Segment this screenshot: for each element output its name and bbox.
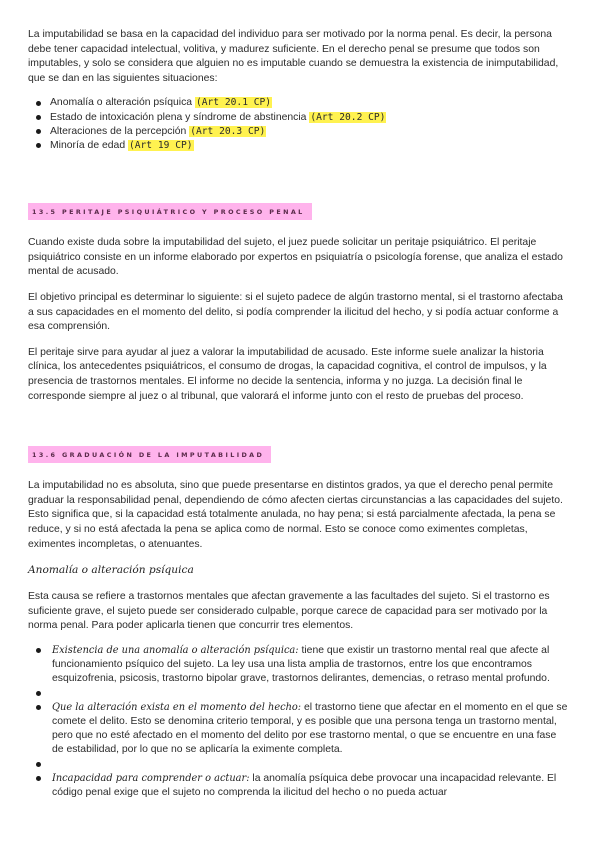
bullet-icon: [36, 705, 41, 710]
bullet-icon: [36, 101, 41, 106]
document-page: [28, 18, 570, 800]
list-item: [36, 757, 570, 771]
bullet-icon: [36, 129, 41, 134]
list-item-text: Alteraciones de la percepción: [50, 125, 190, 137]
list-item-term: Existencia de una anomalía o alteración psíquica:: [52, 644, 299, 656]
section-paragraph: Esta causa se refiere a trastornos mentales que afectan gravemente a las facultades del sujeto. Si el trastorno es suficiente grave, el sujeto puede ser considerado culpable, porque carece de capacidad para ser motivado por la norma penal. Para poder aplicarla tienen que concurrir tres elementos.: [28, 591, 550, 632]
list-item-text: Minoría de edad: [50, 139, 128, 151]
list-item-text: el trastorno tiene que afectar en el momento en el que se comete el delito. Esto se denomina criterio temporal, y es posible que una persona tenga un trastorno mental, pero que no esté afectado en el momento del delito por ese trastorno mental, o que se encuentre en una fase de estabilidad, por lo que no se aplicaría la eximente completa.: [52, 701, 568, 756]
article-reference: (Art 20.1 CP): [195, 97, 272, 109]
list-item: [36, 644, 570, 687]
article-reference: (Art 20.3 CP): [190, 125, 266, 137]
inimputability-list: [36, 96, 570, 153]
bullet-icon: [36, 691, 41, 696]
section-paragraph: Cuando existe duda sobre la imputabilidad del sujeto, el juez puede solicitar un peritaje psiquiátrico. El peritaje psiquiátrico consiste en un informe elaborado por expertos en psiquiatría o psicología forense, que analiza el estado mental de acusado.: [28, 237, 563, 278]
section-heading: 13.6 GRADUACIÓN DE LA IMPUTABILIDAD: [28, 446, 271, 463]
list-item: [36, 772, 570, 800]
section-paragraph: El peritaje sirve para ayudar al juez a valorar la imputabilidad de acusado. Este informe suele analizar la historia clínica, los antecedentes psiquiátricos, el consumo de drogas, la capacidad cognitiva, el control de impulsos, y la presencia de trastornos mentales. El informe no decide la sentencia, informa y no juzga. La decisión final le corresponde siempre al juez o al tribunal, que valorará el informe junto con el resto de pruebas del proceso.: [28, 346, 547, 402]
list-item: [36, 139, 570, 153]
list-item: [36, 701, 570, 758]
list-item-term: Incapacidad para comprender o actuar:: [52, 772, 250, 784]
article-reference: (Art 20.2 CP): [310, 111, 386, 123]
subheading: Anomalía o alteración psíquica: [28, 564, 194, 577]
article-reference: (Art 19 CP): [128, 139, 193, 151]
section-paragraph: El objetivo principal es determinar lo siguiente: si el sujeto padece de algún trastorno mental, si el trastorno afectaba a sus capacidades en el momento del delito, si podía comprender la ilicitud del hecho, y si podía actuar conforme a esa comprensión.: [28, 291, 563, 333]
elements-list: [36, 644, 570, 800]
list-item-text: Anomalía o alteración psíquica: [50, 97, 195, 109]
bullet-icon: [36, 115, 41, 120]
bullet-icon: [36, 762, 41, 767]
list-item: [36, 686, 570, 700]
section-heading: 13.5 PERITAJE PSIQUIÁTRICO Y PROCESO PENAL: [28, 203, 312, 220]
list-item-term: Que la alteración exista en el momento del hecho:: [52, 701, 302, 713]
list-item: [36, 96, 570, 110]
list-item-text: Estado de intoxicación plena y síndrome de abstinencia: [50, 111, 310, 123]
list-item: [36, 125, 570, 139]
bullet-icon: [36, 776, 41, 781]
list-item: [36, 111, 570, 125]
list-item-text: la anomalía psíquica debe provocar una incapacidad relevante. El código penal exige que el sujeto no comprenda la ilicitud del hecho o no pueda actuar: [52, 772, 557, 798]
bullet-icon: [36, 648, 41, 653]
bullet-icon: [36, 143, 41, 148]
list-item-text: tiene que existir un trastorno mental real que afecte al funcionamiento psíquico del sujeto. La ley usa una lista amplia de trastornos, entre los que encontramos esquizofrenia, psicosis, trastorno bipolar grave, trastornos delirantes, demencias, o retraso mental profundo.: [52, 644, 550, 685]
intro-paragraph: La imputabilidad se basa en la capacidad del individuo para ser motivado por la norma penal. Es decir, la persona debe tener capacidad intelectual, volitiva, y madurez suficiente. En el derecho penal se presume que todos son imputables, y solo se considera que alguien no es imputable cuando se demuestra la existencia de inimputabilidad, que se dan en las siguientes situaciones:: [28, 29, 559, 84]
section-paragraph: La imputabilidad no es absoluta, sino que puede presentarse en distintos grados, ya que el derecho penal permite graduar la responsabilidad penal, dependiendo de cómo afecten ciertas circunstancias a las capacidades del sujeto. Esto significa que, si la capacidad está totalmente anulada, no hay pena; si está parcialmente afectada, la pena se reduce, y si no está afectada la pena se aplica como de normal. Esto se conoce como eximentes completas, eximentes incompletas, o atenuantes.: [28, 480, 563, 550]
